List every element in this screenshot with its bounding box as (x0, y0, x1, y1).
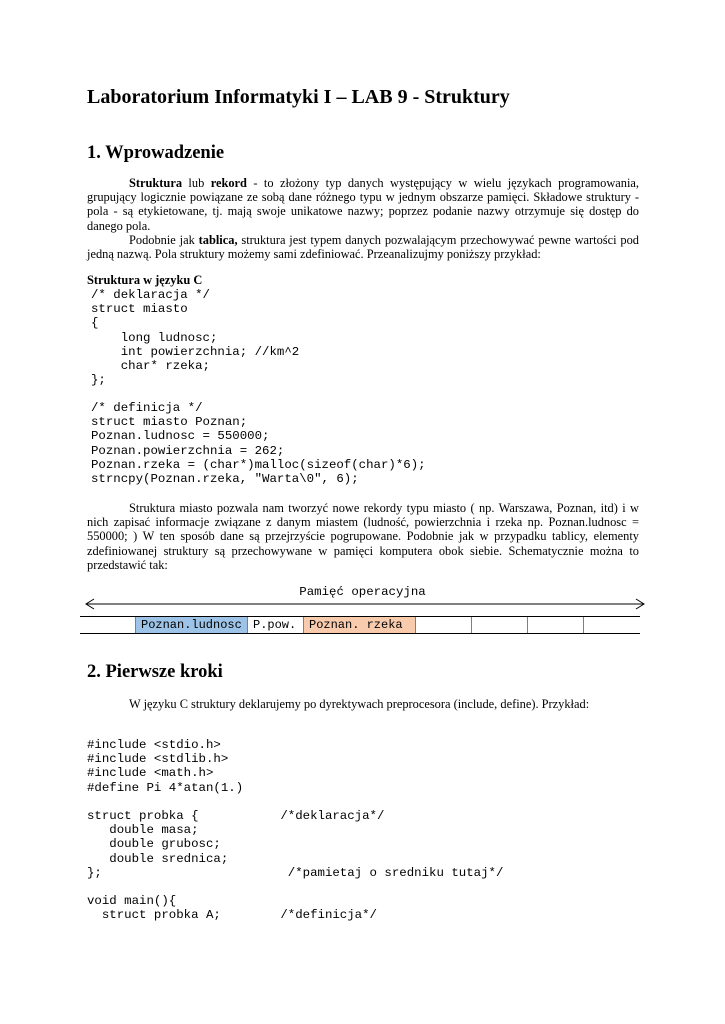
code-line: int powierzchnia; //km^2 (91, 344, 300, 359)
intro-paragraph-1-text: - to złożony typ danych występujący w wielu językach programowania, grupujący logicznie powiązane ze sobą dane różnego typu w jednym obszarze pamięci. Składowe struktury - pola - są etykietowane, tj. mają swoje unikatowe nazwy; poprzez podanie nazwy otrzymuje się dostęp do danego pola. (87, 176, 639, 233)
term-rekord: rekord (210, 176, 247, 190)
intro-paragraph-1 (87, 176, 639, 233)
code-line: void main(){ (87, 894, 177, 908)
code-line: }; (91, 373, 106, 388)
intro-paragraph-3 (87, 501, 639, 572)
memory-cell (472, 617, 528, 633)
code-line: double grubosc; (87, 837, 221, 852)
code-line: double srednica; (87, 851, 229, 866)
memory-cell-pow: P.pow. (248, 617, 304, 633)
code-line: struct miasto Poznan; (91, 415, 248, 430)
intro-paragraph-2 (87, 233, 639, 261)
code-block-declaration (91, 288, 299, 387)
code-line: #define Pi 4*atan(1.) (87, 780, 244, 795)
memory-diagram (80, 616, 640, 634)
code-line: /* definicja */ (91, 401, 203, 415)
intro-paragraph-2-before: Podobnie jak (129, 233, 199, 247)
document-title: Laboratorium Informatyki I – LAB 9 - Struktury (87, 86, 510, 108)
code-line: { (91, 316, 99, 331)
memory-cell (584, 617, 640, 633)
memory-cell (416, 617, 472, 633)
term-tablica: tablica, (198, 233, 238, 247)
code-line: double masa; (87, 823, 199, 838)
code-line: struct probka { /*deklaracja*/ (87, 809, 385, 823)
double-arrow-icon (84, 597, 646, 611)
code-line: }; /*pamietaj o sredniku tutaj*/ (87, 865, 504, 880)
code-block-includes (87, 738, 243, 795)
code-line: Poznan.powierzchnia = 262; (91, 443, 285, 458)
code-line: Poznan.ludnosc = 550000; (91, 429, 270, 444)
code-line: /* deklaracja */ (91, 288, 210, 302)
code-block-main (87, 894, 377, 922)
code-line: strncpy(Poznan.rzeka, "Warta\0", 6); (91, 472, 359, 487)
code-line: #include <math.h> (87, 766, 214, 781)
code-block-definition (91, 401, 426, 486)
code-line: #include <stdio.h> (87, 738, 221, 752)
code-line: char* rzeka; (91, 359, 210, 374)
code-line: Poznan.rzeka = (char*)malloc(sizeof(char)*6); (91, 457, 426, 472)
memory-cell (528, 617, 584, 633)
code-line: long ludnosc; (91, 330, 218, 345)
intro-paragraph-3-text: Struktura miasto pozwala nam tworzyć nowe rekordy typu miasto ( np. Warszawa, Poznan, itd) i w nich zapisać informacje związane z danym miastem (ludność, powierzchnia i rzeka np. Poznan.ludnosc = 550000; ) W ten sposób dane są przejrzyście pogrupowane. Podobnie jak w przypadku tablicy, elementy zdefiniowanej struktury są przechowywane w pamięci komputera obok siebie. Schematycznie można to przedstawić tak: (87, 501, 639, 572)
code-line: struct miasto (91, 302, 188, 317)
code-block-struct (87, 809, 503, 880)
intro-paragraph-2-after: struktura jest typem danych pozwalającym przechowywać pewne wartości pod jedną nazwą. Pola struktury możemy sami zdefiniować. Przeanalizujmy poniższy przykład: (87, 233, 639, 262)
term-struktura: Struktura (129, 176, 183, 190)
memory-cell-ludnosc: Poznan.ludnosc (136, 617, 248, 633)
memory-cell-rzeka: Poznan. rzeka (304, 617, 416, 633)
section-2-paragraph-text: W języku C struktury deklarujemy po dyrektywach preprocesora (include, define). Przykład: (129, 697, 590, 711)
section-1-heading: 1. Wprowadzenie (87, 143, 225, 163)
struct-in-c-subheading: Struktura w języku C (87, 273, 203, 287)
code-line: #include <stdlib.h> (87, 752, 229, 767)
conjunction: lub (182, 176, 211, 190)
section-2-paragraph (87, 697, 639, 711)
memory-cell (80, 617, 136, 633)
code-line: struct probka A; /*definicja*/ (87, 908, 377, 923)
memory-diagram-label: Pamięć operacyjna (299, 585, 426, 599)
section-2-heading: 2. Pierwsze kroki (87, 662, 223, 682)
